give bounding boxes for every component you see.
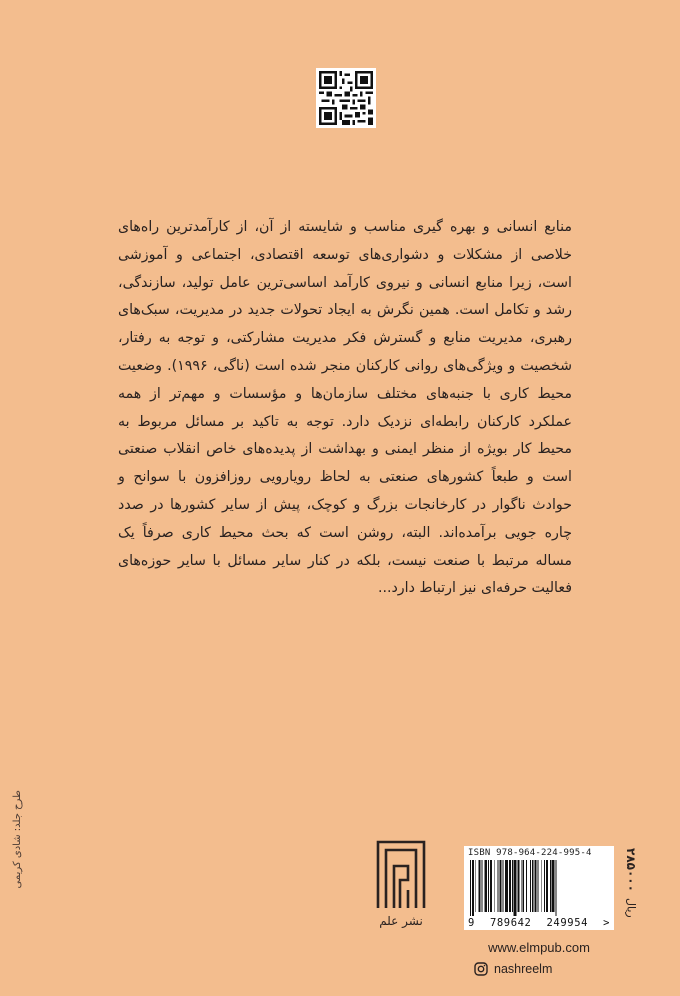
back-cover-blurb: منابع انسانی و بهره گیری مناسب و شایسته از آن، از کارآمدترین راه‌های خلاصی از مشکلات و دشواری‌های توسعه اقتصادی، اجتماعی و آموزشی است، زیرا منابع انسانی و نیروی کارآمد اساسی‌ترین عامل تولید، سازندگی، رشد و تکامل است. همین نگرش به ایجاد تحولات جدید در مدیریت، سبک‌های رهبری، مدیریت منابع و گسترش فکر مدیریت مشارکتی، و توجه به رفتار، شخصیت و ویژگی‌های روانی کارکنان منجر شده است (ناگی، ۱۹۹۶). وضعیت محیط کاری با جنبه‌های مختلف سازمان‌ها و مؤسسات و مهم‌تر از همه عملکرد کارکنان رابطه‌ای نزدیک دارد. توجه به تاکید بر مسائل مربوط به محیط کار بویژه از منظر ایمنی و بهداشت از پدیده‌های خاص انقلاب صنعتی است و طبعاً کشورهای صنعتی به لحاظ رویارویی روزافزون با سوانح و حوادث ناگوار در کارخانجات بزرگ و کوچک، پیش از سایر کشورها در صدد چاره جویی برآمده‌اند. البته، روشن است که بحث محیط کاری صرفاً یک مساله مرتبط با صنعت نیست، بلکه در کنار سایر مسائل با سایر حوزه‌های فعالیت حرفه‌ای نیز ارتباط دارد... (118, 219, 572, 597)
price-unit: ریال (624, 897, 638, 918)
barcode-bar (472, 860, 474, 916)
barcode-digit-left: 789642 (489, 917, 532, 929)
barcode-digits (468, 917, 610, 929)
barcode-bar (550, 860, 551, 912)
barcode-bar (494, 860, 495, 912)
barcode-bar (498, 860, 499, 912)
barcode-bar (481, 860, 482, 912)
barcode-bar (532, 860, 534, 912)
barcode-digit-right: 249954 (546, 917, 589, 929)
isbn-barcode (464, 846, 614, 930)
barcode-bar (541, 860, 542, 912)
barcode-bar (514, 860, 517, 916)
barcode-bar (479, 860, 481, 912)
barcode-bar (526, 860, 527, 912)
cover-design-credit: طرح جلد: شادی کریمی (12, 790, 23, 889)
instagram-handle: nashreelm (494, 962, 553, 976)
instagram-icon (474, 962, 488, 976)
publisher-website: www.elmpub.com (488, 940, 590, 955)
barcode-bars (468, 860, 610, 916)
barcode-bar (512, 860, 513, 912)
barcode-bar (518, 860, 520, 912)
barcode-bar (530, 860, 531, 912)
publisher-logo (370, 840, 432, 910)
barcode-bar (556, 860, 557, 916)
barcode-bar (523, 860, 524, 912)
barcode-bar (475, 860, 476, 912)
barcode-bar (490, 860, 492, 912)
instagram-handle-row (474, 962, 552, 976)
barcode-digit-prefix: 9 (468, 917, 475, 929)
barcode-bar (470, 860, 471, 916)
barcode-bar (552, 860, 555, 912)
price-value: ۲۸۵۰۰۰ (624, 848, 638, 892)
barcode-bar (521, 860, 522, 912)
price-label (624, 848, 638, 932)
barcode-digit-suffix: > (603, 917, 610, 929)
barcode-bar (509, 860, 511, 912)
isbn-text: ISBN 978-964-224-995-4 (468, 848, 592, 858)
qr-code (316, 68, 376, 128)
barcode-bar (546, 860, 548, 912)
publisher-name: نشر علم (379, 914, 423, 928)
barcode-bar (544, 860, 545, 912)
barcode-bar (537, 860, 538, 912)
barcode-bar (488, 860, 489, 912)
barcode-bar (484, 860, 487, 912)
barcode-bar (502, 860, 503, 912)
barcode-bar (535, 860, 537, 912)
barcode-bar (505, 860, 508, 912)
barcode-bar (499, 860, 501, 912)
